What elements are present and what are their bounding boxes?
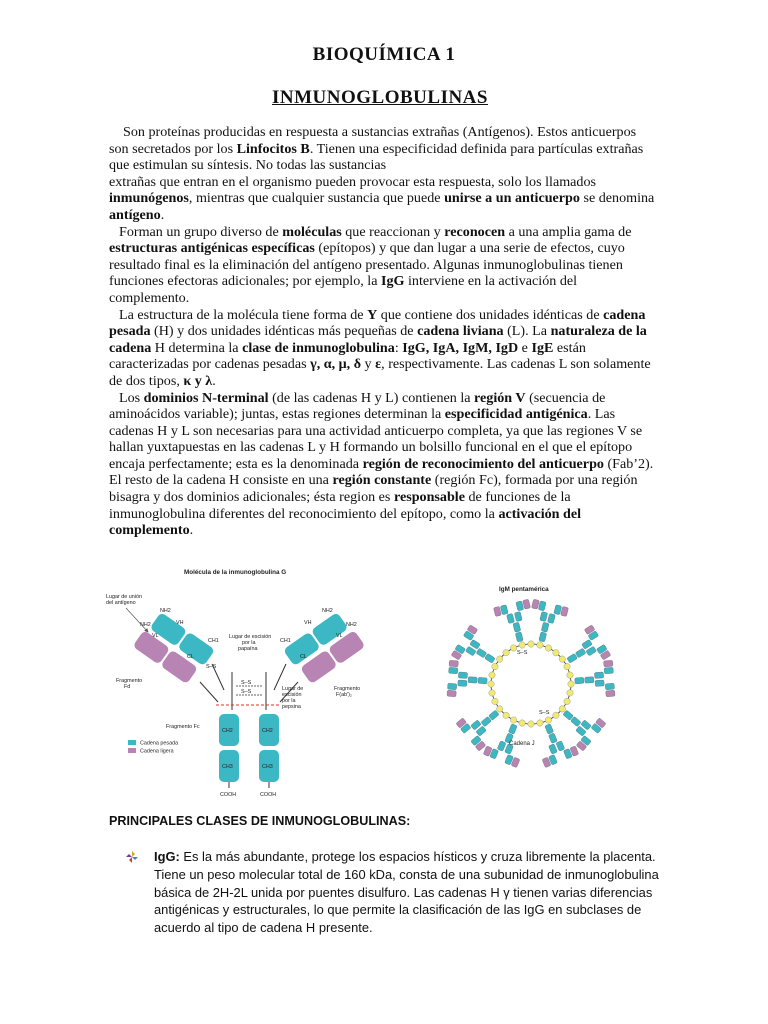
bold-run: Linfocitos B (236, 140, 310, 157)
heavy-chain-domain (514, 611, 522, 621)
bullet-item-igg (130, 848, 660, 937)
bold-run: IgG, IgA, IgM, IgD (402, 339, 519, 356)
pinwheel-bullet-icon (126, 851, 138, 863)
heavy-chain-domain (595, 680, 604, 687)
j-chain-label: Cadena J (509, 741, 535, 747)
ring-bead (567, 690, 573, 696)
nh2-label: NH2 (346, 622, 357, 628)
text-run: . Tienen una especificidad definida para partículas extrañas que estimulan su síntesis. No todas las sustancias (109, 140, 644, 174)
vl-label: VL (336, 633, 343, 639)
heavy-chain-domain (554, 605, 562, 615)
heavy-chain-domain (605, 683, 614, 690)
heavy-chain-domain (449, 667, 458, 674)
section-heading: PRINCIPALES CLASES DE INMUNOGLOBULINAS: (109, 814, 411, 828)
heavy-chain-domain (458, 672, 467, 679)
ring-bead (492, 698, 498, 704)
bold-run: κ y λ (183, 372, 213, 389)
text-run: extrañas que entran en el organismo pueden provocar esta respuesta, solo los llamados (109, 173, 596, 190)
bold-run: cadena liviana (417, 323, 504, 340)
vh-label: VH (304, 620, 312, 626)
bold-run: unirse a un anticuerpo (444, 190, 580, 207)
ring-bead (564, 663, 570, 669)
bold-run: región V (474, 389, 526, 406)
heavy-chain-domain (538, 601, 546, 611)
disulfide-label: S–S (241, 680, 252, 686)
ring-bead (559, 706, 565, 712)
paragraph-intro (109, 124, 659, 224)
text-run: Forman un grupo diverso de (119, 223, 283, 240)
legend-light-swatch (128, 748, 136, 753)
igm-figure-title: IgM pentamérica (499, 586, 549, 593)
bold-run: IgG (380, 273, 405, 290)
heavy-chain-domain (476, 648, 487, 658)
ring-bead (503, 712, 509, 718)
heavy-chain-domain (484, 653, 495, 663)
ring-bead (553, 650, 559, 656)
text-run: (de las cadenas H y L) contienen la (268, 389, 475, 406)
bold-run: IgE (531, 339, 554, 356)
text-run: La estructura de la molécula tiene forma de (119, 306, 368, 323)
igm-ring (488, 641, 574, 727)
disulfide-label: S–S (241, 689, 252, 695)
bold-run: antígeno (109, 206, 161, 223)
text-run: : (394, 339, 403, 356)
bullet-text (154, 848, 660, 937)
ring-bead (492, 663, 498, 669)
light-chain-domain (561, 606, 569, 616)
text-run: y (361, 356, 376, 373)
heavy-chain-domain (570, 716, 581, 726)
cl-label: CL (187, 654, 194, 660)
ring-bead (559, 656, 565, 662)
text-run: (H) y dos unidades idénticas más pequeñas de (150, 323, 418, 340)
ring-bead (497, 656, 503, 662)
bold-run: inmunógenos (109, 190, 189, 207)
text-run: . (189, 522, 194, 539)
body-text (109, 124, 659, 539)
light-chain-domain (447, 690, 456, 697)
ring-bead (519, 720, 525, 726)
bold-run: naturaleza de la cadena (109, 323, 647, 356)
pepsin-site-label: Lugar de escisión por la pepsina (282, 686, 304, 710)
text-run: H determina la (151, 339, 243, 356)
heavy-chain-domain (515, 632, 523, 642)
bold-run: reconocen (444, 223, 506, 240)
vl-label: VL (152, 633, 159, 639)
bold-run: dominios N-terminal (143, 389, 269, 406)
text-run: . Las cadenas H y L son necesarias para una actividad anticuerpo completa, ya que las regiones V se hallan yuxtapuestas en las cadenas L y H formando un bolsillo funcional en el que el epítopo encaja perfectamente; esta es la denominada (109, 406, 643, 472)
ring-bead (528, 721, 534, 727)
text-run: (L). La (503, 323, 551, 340)
light-chain-domain (531, 599, 539, 609)
heavy-chain-domain (604, 667, 613, 674)
heavy-chain-domain (507, 613, 515, 623)
heavy-chain-domain (548, 733, 557, 744)
bold-run: Y (367, 306, 378, 323)
cl-label: CL (300, 654, 307, 660)
bold-run: activación del complemento (109, 505, 582, 539)
ch2-label: CH2 (262, 728, 273, 734)
paragraph-structure (109, 307, 659, 390)
igm-monomer-arm (524, 599, 568, 646)
igm-monomer-arm (493, 599, 537, 646)
disulfide-label: S–S (206, 664, 217, 670)
heavy-chain-domain (513, 622, 521, 632)
heavy-chain-domain (567, 653, 578, 663)
bold-run: estructuras antigénicas específicas (109, 240, 315, 257)
heavy-chain-domain (540, 611, 548, 621)
text-run: están caracterizadas por cadenas pesadas (109, 339, 586, 373)
vh-label: VH (176, 620, 184, 626)
text-run: que contiene dos unidades idénticas de (377, 306, 604, 323)
ring-bead (537, 720, 543, 726)
heavy-chain-domain (447, 683, 456, 690)
text-run: (epítopos) y que dan lugar a una serie de efectos, cuyo resultado final es la eliminación del antígeno presentado. Algunas inmunoglobulinas tienen funciones efectoras adicionales; por ejemplo, la (109, 240, 625, 290)
binding-site-label: Lugar de unión del antígeno (106, 594, 142, 606)
heavy-chain-domain (478, 677, 487, 684)
heavy-chain-domain (481, 716, 492, 726)
nh2-label: NH2 (322, 608, 333, 614)
ch3-label: CH3 (262, 764, 273, 770)
heavy-chain-domain (539, 632, 547, 642)
fc-fragment-label: Fragmento Fc (166, 724, 200, 730)
ch3-label: CH3 (222, 764, 233, 770)
text-run: , mientras que cualquier sustancia que puede (188, 190, 445, 207)
bold-run: clase de inmunoglobulina (242, 339, 395, 356)
fd-fragment-label: Fragmento Fd (116, 678, 143, 690)
ring-bead (510, 717, 516, 723)
ring-bead (519, 642, 525, 648)
text-run: que reaccionan y (341, 223, 445, 240)
document-subtitle: INMUNOGLOBULINAS (272, 87, 488, 108)
bold-run: responsable (393, 489, 465, 506)
heavy-chain-domain (594, 672, 603, 679)
text-run: (Fab’2). El resto de la cadena H consiste en una (109, 455, 654, 489)
nh2-label: NH2 (140, 622, 151, 628)
light-chain-domain (606, 690, 615, 697)
papain-site-label: Lugar de escisión por la papaína (229, 634, 272, 652)
heavy-chain-domain (548, 744, 557, 755)
heavy-chain-domain (458, 680, 467, 687)
text-run: , respectivamente. Las cadenas L son solamente de dos tipos, (109, 356, 651, 389)
legend-heavy-swatch (128, 740, 136, 745)
disulfide-label: S–S (539, 710, 550, 716)
heavy-chain-domain (541, 622, 549, 632)
igm-monomer-arm (447, 660, 488, 699)
igg-molecule-diagram (104, 562, 394, 802)
heavy-chain-domain (556, 741, 565, 752)
text-run: de funciones de la inmunoglobulina diferentes del reconocimiento del epítopo, como la (109, 489, 571, 522)
bold-run: región de reconocimiento del anticuerpo (362, 455, 604, 472)
heavy-chain-domain (575, 677, 584, 684)
bold-run: γ, α, μ, δ (310, 356, 362, 373)
heavy-chain-domain (516, 601, 524, 611)
ch1-label: CH1 (280, 638, 291, 644)
legend-light-label: Cadena ligera (140, 748, 174, 755)
heavy-chain-domain (468, 677, 477, 684)
text-run: . (160, 206, 165, 223)
light-chain-domain (449, 660, 458, 667)
text-run: se denomina (579, 190, 655, 207)
heavy-chain-domain (508, 724, 517, 735)
text-run: (región Fc), formada por una región bisagra y dos dominios adicionales; ésta region es (109, 472, 638, 506)
ring-bead (545, 645, 551, 651)
heavy-chain-domain (547, 613, 555, 623)
paragraph-domains (109, 390, 659, 539)
light-chain-domain (523, 599, 531, 609)
ring-bead (567, 672, 573, 678)
nh2-label: NH2 (160, 608, 171, 614)
light-chain-domain (604, 660, 613, 667)
igm-monomer-arm (574, 660, 615, 699)
ring-bead (537, 642, 543, 648)
text-run: e (518, 339, 532, 356)
ring-bead (489, 672, 495, 678)
text-run: a una amplia gama de (505, 223, 632, 240)
heavy-chain-domain (497, 741, 506, 752)
heavy-chain-domain (500, 605, 508, 615)
bold-run: ε (375, 356, 382, 373)
igg-fc-region (219, 714, 279, 788)
ring-bead (510, 645, 516, 651)
heavy-chain-domain (575, 648, 586, 658)
ring-bead (528, 641, 534, 647)
bullet-body: Es la más abundante, protege los espacios hísticos y cruza libremente la placenta. Tiene un peso molecular total de 160 kDa, consta de una subunidad de inmunoglobulina básica de 2H-2L unida por puentes disulfuro. Las cadenas H γ tienen varias diferencias antigénicas y estructurales, lo que permite la clasificación de las IgG en subclases de acuerdo al tipo de cadena H presente. (154, 849, 659, 936)
ring-bead (545, 717, 551, 723)
bullet-label: IgG: (154, 849, 180, 864)
text-run: Son proteínas producidas en respuesta a sustancias extrañas (Antígenos). Estos anticuerpos son secretados por los (109, 124, 637, 157)
igm-pentamer-diagram (413, 582, 663, 782)
ring-outline (491, 644, 571, 724)
heavy-chain-domain (545, 724, 554, 735)
bold-run: cadena pesada (109, 306, 646, 340)
cooh-label: COOH (260, 792, 277, 798)
cooh-label: COOH (220, 792, 237, 798)
ring-bead (497, 706, 503, 712)
bold-run: moléculas (282, 223, 342, 240)
ch1-label: CH1 (208, 638, 219, 644)
text-run: (secuencia de aminoácidos variable); juntas, estas regiones determinan la (109, 389, 606, 423)
ring-bead (503, 650, 509, 656)
text-run: interviene en la activación del complemento. (109, 273, 578, 306)
ch2-label: CH2 (222, 728, 233, 734)
document-title: BIOQUÍMICA 1 (312, 44, 456, 65)
ring-bead (489, 690, 495, 696)
light-chain-domain (493, 606, 501, 616)
text-run: . (212, 372, 216, 389)
ring-bead (553, 712, 559, 718)
ring-bead (488, 681, 494, 687)
heavy-chain-domain (585, 677, 594, 684)
fab2-fragment-label: Fragmento F(ab')₂ (334, 686, 361, 698)
text-run: Los (119, 389, 144, 406)
ring-bead (564, 698, 570, 704)
paragraph-molecules (109, 224, 659, 307)
ring-bead (568, 681, 574, 687)
legend-heavy-label: Cadena pesada (140, 740, 179, 747)
bold-run: región constante (332, 472, 432, 489)
disulfide-label: S–S (517, 650, 528, 656)
bold-run: especificidad antigénica (444, 406, 588, 423)
igg-figure-title: Molécula de la inmunoglobulina G (184, 569, 287, 576)
